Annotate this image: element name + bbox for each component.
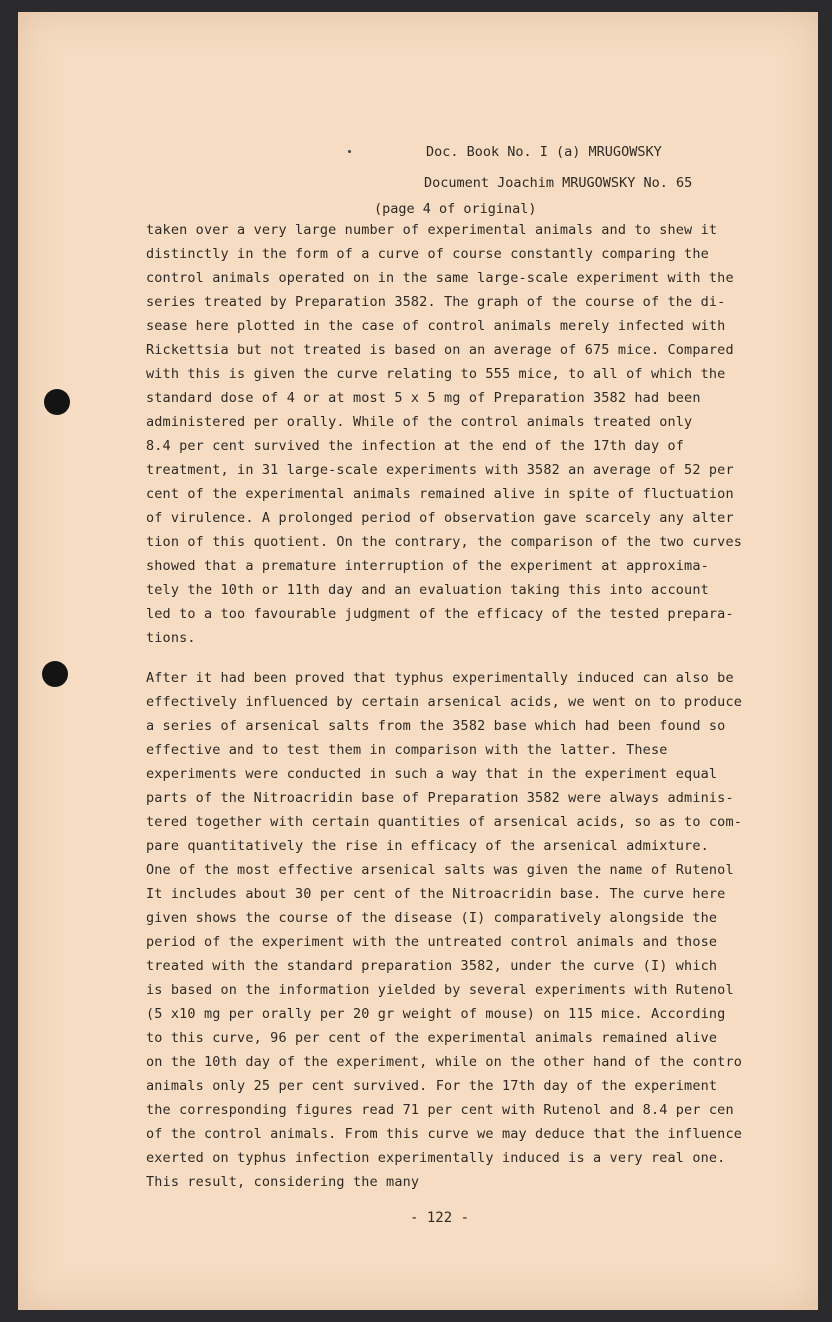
body-line: the corresponding figures read 71 per cent with Rutenol and 8.4 per cen xyxy=(146,1102,734,1118)
body-line: control animals operated on in the same large-scale experiment with the xyxy=(146,270,734,286)
body-line: to this curve, 96 per cent of the experimental animals remained alive xyxy=(146,1030,718,1046)
body-line: parts of the Nitroacridin base of Preparation 3582 were always adminis- xyxy=(146,790,734,806)
body-line: on the 10th day of the experiment, while on the other hand of the contro xyxy=(146,1054,742,1070)
body-line: showed that a premature interruption of the experiment at approxima- xyxy=(146,558,709,574)
body-line: It includes about 30 per cent of the Nitroacridin base. The curve here xyxy=(146,886,726,902)
punch-hole-top xyxy=(44,389,70,415)
body-line: 8.4 per cent survived the infection at the end of the 17th day of xyxy=(146,438,685,454)
ink-dot xyxy=(348,150,351,153)
body-line: given shows the course of the disease (I) comparatively alongside the xyxy=(146,910,718,926)
body-line: series treated by Preparation 3582. The graph of the course of the di- xyxy=(146,294,726,310)
punch-hole-bottom xyxy=(42,661,68,687)
body-line: pare quantitatively the rise in efficacy of the arsenical admixture. xyxy=(146,838,709,854)
body-line: is based on the information yielded by several experiments with Rutenol xyxy=(146,982,734,998)
body-line: treated with the standard preparation 3582, under the curve (I) which xyxy=(146,958,718,974)
body-line: Rickettsia but not treated is based on an average of 675 mice. Compared xyxy=(146,342,734,358)
body-line: sease here plotted in the case of control animals merely infected with xyxy=(146,318,726,334)
body-line: period of the experiment with the untreated control animals and those xyxy=(146,934,718,950)
page-number: - 122 - xyxy=(410,1210,470,1226)
body-line: tion of this quotient. On the contrary, the comparison of the two curves xyxy=(146,534,742,550)
body-line: taken over a very large number of experimental animals and to shew it xyxy=(146,222,718,238)
body-line: standard dose of 4 or at most 5 x 5 mg of Preparation 3582 had been xyxy=(146,390,701,406)
body-line: treatment, in 31 large-scale experiments with 3582 an average of 52 per xyxy=(146,462,734,478)
body-line: experiments were conducted in such a way that in the experiment equal xyxy=(146,766,718,782)
body-line: effective and to test them in comparison with the latter. These xyxy=(146,742,668,758)
body-line: (5 x10 mg per orally per 20 gr weight of mouse) on 115 mice. According xyxy=(146,1006,726,1022)
body-line: exerted on typhus infection experimentally induced is a very real one. xyxy=(146,1150,726,1166)
body-line: of virulence. A prolonged period of observation gave scarcely any alter xyxy=(146,510,734,526)
page-of-original-note: (page 4 of original) xyxy=(374,201,537,217)
body-line: administered per orally. While of the control animals treated only xyxy=(146,414,693,430)
body-line: After it had been proved that typhus experimentally induced can also be xyxy=(146,670,734,686)
body-line: distinctly in the form of a curve of course constantly comparing the xyxy=(146,246,709,262)
body-line: tely the 10th or 11th day and an evaluation taking this into account xyxy=(146,582,709,598)
body-line: led to a too favourable judgment of the efficacy of the tested prepara- xyxy=(146,606,734,622)
document-number-line: Document Joachim MRUGOWSKY No. 65 xyxy=(424,175,693,191)
body-line: effectively influenced by certain arsenical acids, we went on to produce xyxy=(146,694,742,710)
body-line: tions. xyxy=(146,630,196,646)
body-line: of the control animals. From this curve we may deduce that the influence xyxy=(146,1126,742,1142)
body-line: animals only 25 per cent survived. For the 17th day of the experiment xyxy=(146,1078,718,1094)
body-line: cent of the experimental animals remained alive in spite of fluctuation xyxy=(146,486,734,502)
body-line: a series of arsenical salts from the 3582 base which had been found so xyxy=(146,718,726,734)
body-line: tered together with certain quantities of arsenical acids, so as to com- xyxy=(146,814,742,830)
doc-book-header: Doc. Book No. I (a) MRUGOWSKY xyxy=(426,144,662,160)
body-line: One of the most effective arsenical salts was given the name of Rutenol xyxy=(146,862,734,878)
body-line: This result, considering the many xyxy=(146,1174,420,1190)
body-line: with this is given the curve relating to 555 mice, to all of which the xyxy=(146,366,726,382)
